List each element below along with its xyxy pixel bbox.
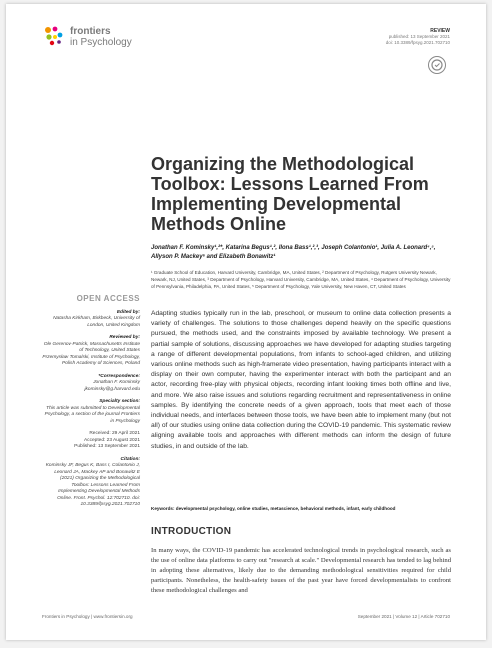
reviewer-1: Ole Gerenov-Patrick, Massachusetts Institute of Technology, United States [43, 341, 140, 353]
correspondence-label: *Correspondence: [98, 373, 140, 379]
accepted-date: Accepted: 23 August 2021 [83, 437, 140, 443]
sidebar-published-date: Published: 13 September 2021 [74, 444, 140, 449]
edited-by: Natasha Kirkham, Birkbeck, University of London, United Kingdom [53, 316, 140, 328]
specialty-section: This article was submitted to Developmental Psychology, a section of the journal Frontiers in Psychology [44, 405, 140, 424]
check-for-updates-icon[interactable] [428, 56, 446, 74]
received-date: Received: 29 April 2021 [89, 431, 140, 436]
footer-volume: September 2021 | Volume 12 | Article 702710 [357, 614, 450, 619]
abstract: Adapting studies typically run in the lab, preschool, or museum to online data collection presents a variety of challenges. The solutions to those challenges depend heavily on the specific questions pursued, the methods used, and the constraints imposed by available technology. We present a partial sample of solutions, discussing approaches we have developed for adapting studies targeting a range of different developmental populations, from infants to school-aged children, and utilizing various online methods such as high-framerate video presentation, having participants interact with a display on their own computer, having the experimenter interact with both the participant and an actor, recording free-play with physical objects, recording infant looking times both offline and live, and more. We also raise issues and solutions regarding recruitment and representativeness in online samples. By identifying the concrete needs of a given approach, tools that meet each of those individual needs, and interfaces between those tools, we have been able to implement many (but not all) of our studies using online data collection during the COVID-19 pandemic. This systematic review aligning available tools and approaches with different methods can inform the design of future studies, in and outside of the lab. [151, 310, 451, 450]
paper-page [6, 4, 486, 640]
introduction-text: In many ways, the COVID-19 pandemic has accelerated technological trends in psychological research, such as the use of online data platforms to carry out "research at scale." Developmental research has tended to lag behind in adopting these alternatives, likely due to the demanding methodological sensitivities required for child participants. Nonetheless, the health-safety issues of the past year have forced developmentalists to confront these methodological challenges and [151, 547, 451, 594]
citation-label: Citation: [120, 456, 140, 462]
correspondence-email[interactable]: jkominsky@g.harvard.edu [84, 386, 140, 392]
journal-name: frontiers [70, 26, 111, 37]
keywords: developmental psychology, online studies, metascience, behavioral methods, infant, early childhood [175, 506, 396, 511]
article-sidebar [42, 296, 140, 509]
specialty-label: Specialty section: [99, 399, 140, 404]
open-access-label: OPEN ACCESS [76, 294, 140, 303]
doi[interactable]: doi: 10.3389/fpsyg.2021.702710 [385, 40, 450, 45]
correspondence-name: Jonathan F. Kominsky [93, 380, 140, 385]
journal-logo [42, 22, 162, 52]
article-type: REVIEW [430, 28, 450, 34]
introduction-heading: INTRODUCTION [151, 526, 232, 537]
article-meta [386, 28, 450, 46]
reviewed-by-label: Reviewed by: [109, 335, 140, 340]
affiliations: ¹ Graduate School of Education, Harvard University, Cambridge, MA, United States, ² Department of Psychology, Rutgers University Newark, Newark, NJ, United States, ³ Department of Psychology, Harvard University, Cambridge, MA, United States, ⁴ Department of Psychology, University of Pennsylvania, Philadelphia, PA, United States, ⁵ Department of Psychology, Yale University, New Haven, CT, United States [151, 270, 451, 289]
article-title: Organizing the Methodological Toolbox: Lessons Learned From Implementing Developmental Methods Online [151, 154, 429, 234]
frontiers-logo-icon [42, 24, 66, 48]
citation: Kominsky JF, Begus K, Bass I, Colantonio J, Leonard JA, Mackey AP and Bonawitz E (2021) Organizing the Methodological Toolbox: Lessons Learned From Implementing Developmental Methods Online. Front. Psychol. 12:702710. doi: 10.3389/fpsyg.2021.702710 [45, 463, 140, 507]
journal-subname: in Psychology [70, 37, 132, 48]
reviewer-2: Przemysław Tomalski, Institute of Psychology, Polish Academy of Sciences, Poland [42, 354, 140, 366]
published-date: published: 13 September 2021 [388, 34, 450, 39]
edited-by-label: Edited by: [116, 309, 140, 315]
author-list: Jonathan F. Kominsky¹,²*, Katarina Begus¹,², Ilona Bass¹,²,³, Joseph Colantonio¹, Julia A. Leonard⁴,⁵, Allyson P. Mackey⁶ and Elizabeth Bonawitz¹ [151, 245, 436, 260]
keywords-label: Keywords: [151, 506, 175, 511]
footer-journal[interactable]: Frontiers in Psychology | www.frontiersin.org [42, 614, 133, 619]
keywords-line [151, 506, 451, 511]
